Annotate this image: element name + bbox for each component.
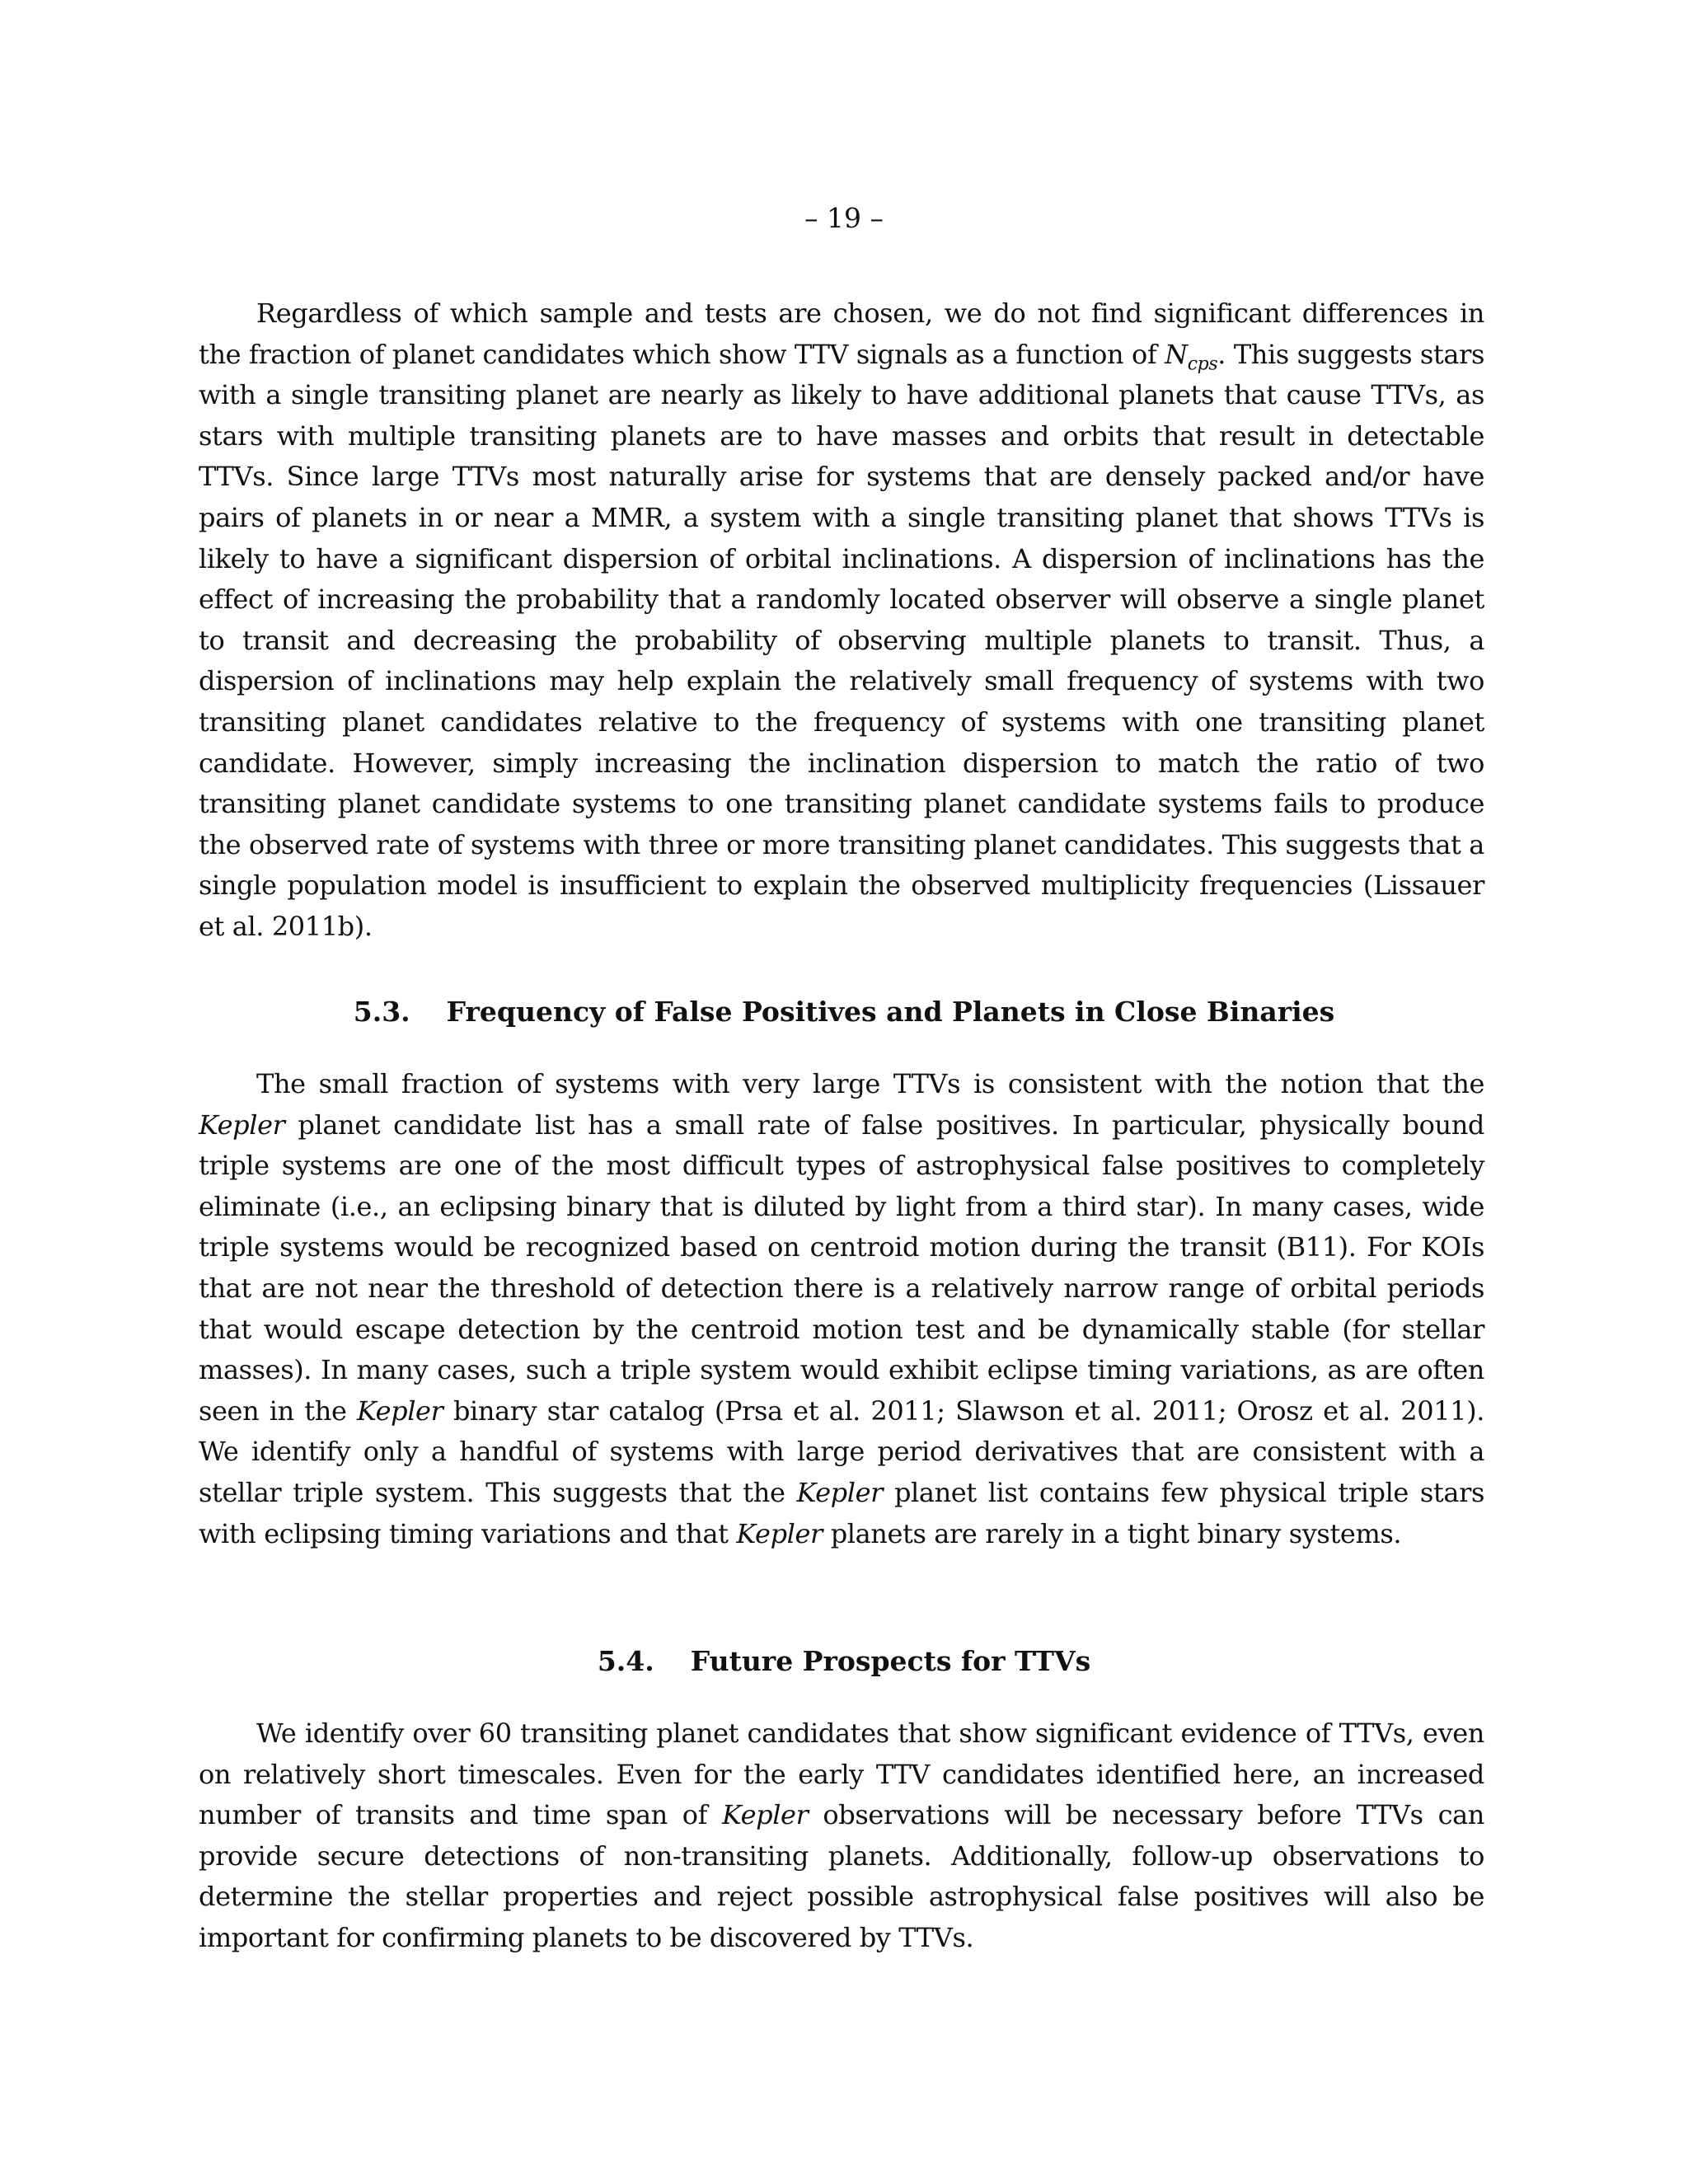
text-run: binary star catalog (Prsa et al. 2011; Slawson et al. 2011; Orosz et al. 2011). We identify only a handful of systems with large period derivatives that are consistent with a stellar triple system. This suggests that the: [199, 1394, 1484, 1508]
text-run: planets are rarely in a tight binary systems.: [822, 1517, 1402, 1549]
text-run: observations will be necessary before TTVs can provide secure detections of non-transiting planets. Additionally, follow-up observations to determine the stellar properties and reject possible astrophysical false positives will also be important for confirming planets to be discovered by TTVs.: [199, 1799, 1484, 1953]
paragraph-ttv-frequency: [199, 293, 1484, 948]
section-number: 5.4.: [597, 1645, 654, 1677]
paragraph-future-prospects: [199, 1713, 1484, 1959]
text-run: planet candidate list has a small rate of false positives. In particular, physically bound triple systems are one of the most difficult types of astrophysical false positives to completely eliminate (i.e., an eclipsing binary that is diluted by light from a third star). In many cases, wide triple systems would be recognized based on centroid motion during the transit (B11). For KOIs that are not near the threshold of detection there is a relatively narrow range of orbital periods that would escape detection by the centroid motion test and be dynamically stable (for stellar masses). In many cases, such a triple system would exhibit eclipse timing variations, as are often seen in the: [199, 1108, 1484, 1427]
section-number: 5.3.: [353, 996, 410, 1028]
math-subscript: cps: [1187, 353, 1218, 374]
text-run: We identify over 60 transiting planet candidates that show significant evidence of TTVs, even on relatively short timescales. Even for the early TTV candidates identified here, an increased number of transits and time span of: [199, 1718, 1484, 1831]
section-title: Future Prospects for TTVs: [690, 1645, 1091, 1677]
kepler-italic: Kepler: [736, 1517, 823, 1549]
text-run: . This suggests stars with a single transiting planet are nearly as likely to have additional planets that cause TTVs, as stars with multiple transiting planets are to have masses and orbits that result in detectable TTVs. Since large TTVs most naturally arise for systems that are densely packed and/or have pairs of planets in or near a MMR, a system with a single transiting planet that shows TTVs is likely to have a significant dispersion of orbital inclinations. A dispersion of inclinations has the effect of increasing the probability that a randomly located observer will observe a single planet to transit and decreasing the probability of observing multiple planets to transit. Thus, a dispersion of inclinations may help explain the relatively small frequency of systems with two transiting planet candidates relative to the frequency of systems with one transiting planet candidate. However, simply increasing the inclination dispersion to match the ratio of two transiting planet candidate systems to one transiting planet candidate systems fails to produce the observed rate of systems with three or more transiting planet candidates. This suggests that a single population model is insufficient to explain the observed multiplicity frequencies (Lissauer et al. 2011b).: [199, 338, 1484, 942]
paragraph-false-positives: [199, 1064, 1484, 1554]
kepler-italic: Kepler: [796, 1476, 884, 1508]
kepler-italic: Kepler: [199, 1108, 285, 1141]
math-base: N: [1165, 338, 1188, 370]
section-heading-5-4: [0, 1641, 1688, 1682]
paragraph-text: [199, 1713, 1484, 1959]
text-run: The small fraction of systems with very large TTVs is consistent with the notion that the: [256, 1068, 1484, 1099]
kepler-italic: Kepler: [721, 1799, 809, 1831]
kepler-italic: Kepler: [356, 1394, 443, 1427]
paragraph-text: [199, 293, 1484, 948]
math-n-cps: [1165, 338, 1218, 374]
section-title: Frequency of False Positives and Planets in Close Binaries: [446, 996, 1335, 1028]
paragraph-text: [199, 1064, 1484, 1554]
page-number: – 19 –: [804, 202, 884, 234]
text-run: planet list contains few physical triple stars with eclipsing timing variations and that: [199, 1476, 1484, 1549]
text-run: Regardless of which sample and tests are chosen, we do not find significant differences in the fraction of planet candidates which show TTV signals as a function of: [199, 298, 1484, 370]
section-heading-5-3: [0, 991, 1688, 1033]
